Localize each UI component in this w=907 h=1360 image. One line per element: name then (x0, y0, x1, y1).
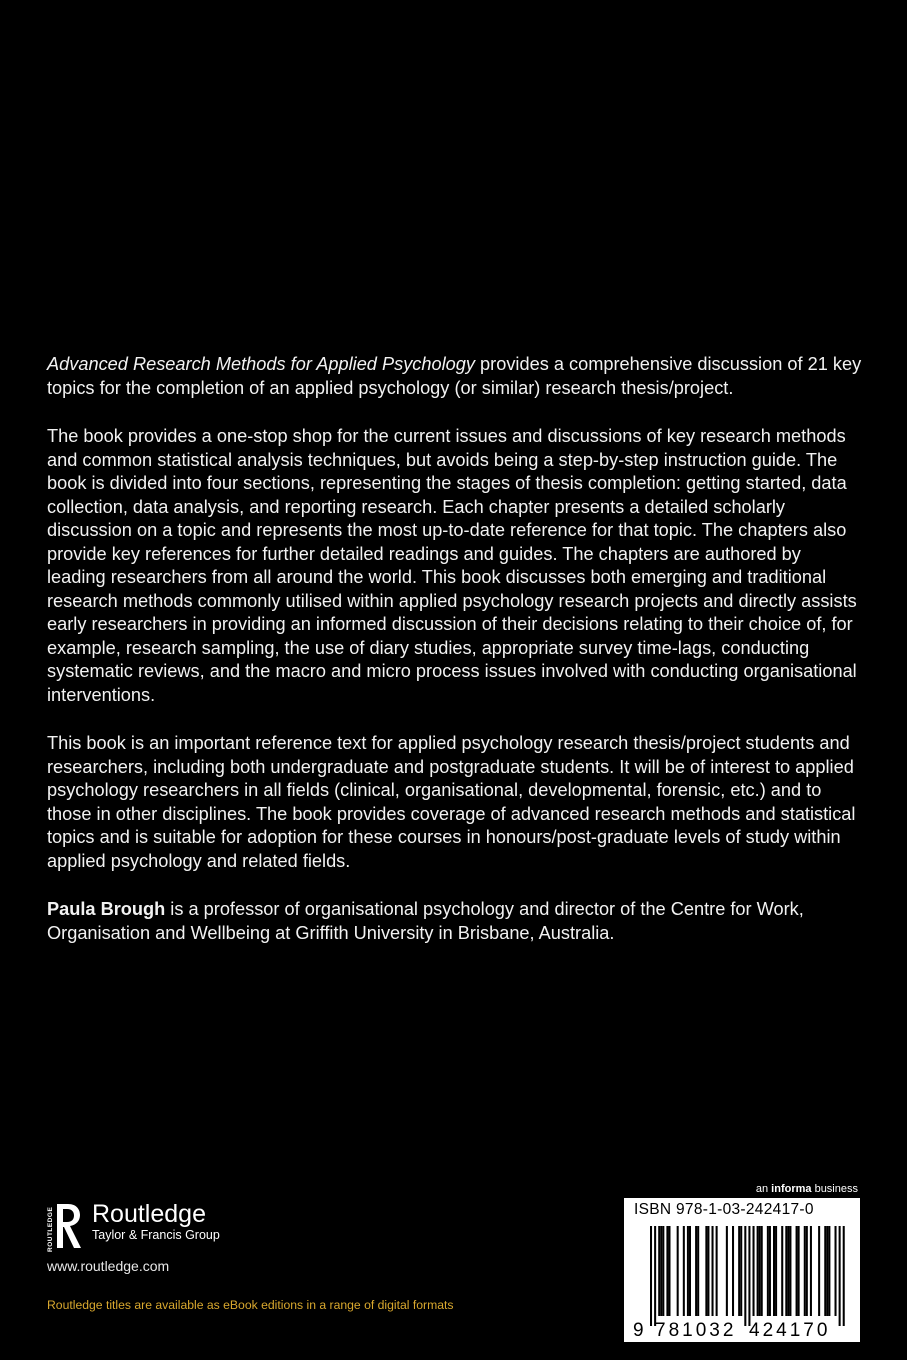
barcode-bar (835, 1226, 837, 1316)
barcode-bar (740, 1226, 742, 1316)
blurb-paragraph-1 (47, 353, 862, 400)
barcode-bar (757, 1226, 759, 1316)
barcode-bar (683, 1226, 685, 1316)
barcode-bar (828, 1226, 830, 1316)
barcode-bar (732, 1226, 734, 1316)
barcode-bar (677, 1226, 679, 1316)
back-cover-blurb (47, 353, 862, 970)
barcode-bar (666, 1226, 668, 1316)
barcode-digit-first: 9 (633, 1320, 644, 1341)
blurb-paragraph-3: This book is an important reference text for applied psychology research thesis/project students and researchers, including both undergraduate and postgraduate students. It will be of interest to applied psychology researchers in all fields (clinical, organisational, developmental, forensic, etc.) and to those in other disciplines. The book provides coverage of advanced research methods and statistical topics and is suitable for adoption for these courses in honours/post-graduate levels of study within applied psychology and related fields. (47, 733, 856, 871)
barcode-bar (689, 1226, 691, 1316)
barcode-bar (826, 1226, 828, 1316)
barcode-bar (712, 1226, 714, 1316)
barcode-bar (781, 1226, 783, 1316)
barcode-bar (697, 1226, 699, 1316)
barcode-bar (707, 1226, 709, 1316)
isbn-barcode-box (624, 1198, 860, 1342)
routledge-r-icon (44, 1200, 84, 1252)
barcode-bar (769, 1226, 771, 1316)
barcode-bar (798, 1226, 800, 1316)
author-bio (47, 898, 862, 945)
barcode-bar (775, 1226, 777, 1316)
barcode-bar (824, 1226, 826, 1316)
barcode-bar (654, 1226, 656, 1326)
barcode-bar (726, 1226, 728, 1316)
publisher-url[interactable]: www.routledge.com (47, 1258, 170, 1274)
barcode-bar (767, 1226, 769, 1316)
barcode-digits-left: 781032 (655, 1320, 737, 1341)
barcode-bar (787, 1226, 789, 1316)
barcode-bar (843, 1226, 845, 1326)
barcode-bar (744, 1226, 746, 1326)
ebook-note: Routledge titles are available as eBook editions in a range of digital formats (47, 1298, 454, 1312)
routledge-logo (44, 1200, 220, 1252)
isbn-label: ISBN 978-1-03-242417-0 (634, 1201, 814, 1218)
barcode-bar (810, 1226, 812, 1316)
barcode-icon (624, 1198, 860, 1342)
publisher-name: Routledge (92, 1200, 206, 1228)
barcode-bar (705, 1226, 707, 1316)
barcode-bar (738, 1226, 740, 1316)
barcode-bar (818, 1226, 820, 1316)
book-title: Advanced Research Methods for Applied Psychology (47, 354, 475, 374)
barcode-bar (773, 1226, 775, 1316)
barcode-bar (687, 1226, 689, 1316)
author-bio-text: is a professor of organisational psychology and director of the Centre for Work, Organisation and Wellbeing at Griffith University in Brisbane, Australia. (47, 899, 804, 943)
informa-suffix: business (811, 1183, 858, 1195)
barcode-bar (761, 1226, 763, 1316)
logo-vertical-text: ROUTLEDGE (47, 1206, 54, 1252)
barcode-bar (785, 1226, 787, 1316)
informa-prefix: an (755, 1183, 772, 1195)
barcode-bar (759, 1226, 761, 1316)
barcode-bar (753, 1226, 755, 1316)
informa-bold: informa (771, 1183, 812, 1195)
blurb-paragraph-2: The book provides a one-stop shop for the current issues and discussions of key research methods and common statistical analysis techniques, but avoids being a step-by-step instruction guide. The book is divided into four sections, representing the stages of thesis completion: getting started, data collection, data analysis, and reporting research. Each chapter presents a detailed scholarly discussion on a topic and represents the most up-to-date reference for that topic. The chapters also provide key references for further detailed readings and guides. The chapters are authored by leading researchers from all around the world. This book discusses both emerging and traditional research methods commonly utilised within applied psychology research projects and directly assists early researchers in providing an informed discussion of their decisions relating to their choice of, for example, research sampling, the use of diary studies, appropriate survey time-lags, conducting systematic reviews, and the macro and micro process issues involved with conducting organisational interventions. (47, 426, 857, 705)
author-name: Paula Brough (47, 899, 166, 919)
barcode-bar (660, 1226, 662, 1316)
publisher-group: Taylor & Francis Group (92, 1228, 220, 1242)
barcode-bar (668, 1226, 670, 1316)
barcode-bar (789, 1226, 791, 1316)
barcode-bar (748, 1226, 750, 1326)
barcode-bar (839, 1226, 841, 1326)
informa-business-label (756, 1183, 858, 1195)
blurb-paragraph-1-text: provides a comprehensive discussion of 21 key topics for the completion of an applied psychology (or similar) research thesis/project. (47, 354, 862, 398)
barcode-digits-right: 424170 (749, 1320, 831, 1341)
barcode-bar (658, 1226, 660, 1316)
barcode-bar (804, 1226, 806, 1316)
barcode-bar (662, 1226, 664, 1316)
barcode-bar (716, 1226, 718, 1316)
barcode-bar (650, 1226, 652, 1326)
barcode-bar (806, 1226, 808, 1316)
barcode-bar (695, 1226, 697, 1316)
barcode-bar (796, 1226, 798, 1316)
